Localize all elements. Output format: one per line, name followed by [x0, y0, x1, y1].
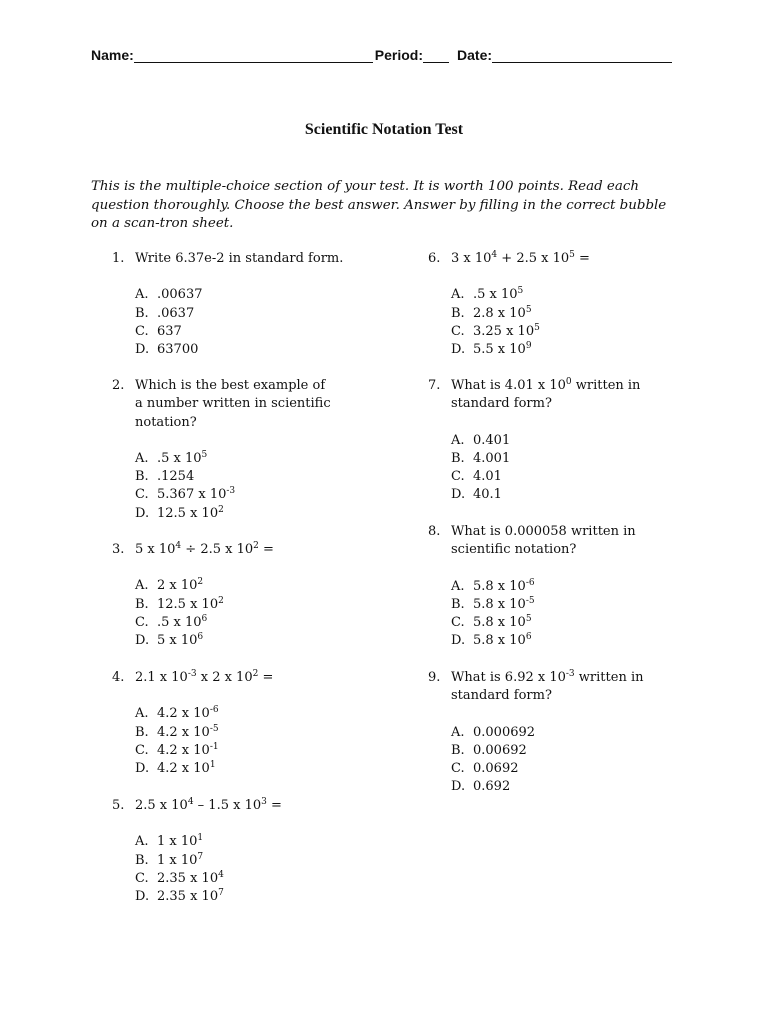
question-stem: What is 0.000058 written in scientific notation?: [451, 524, 636, 558]
question-3: [112, 541, 372, 669]
question-stem: 2.1 x $10^{-3}$ x 2 x $10^2$ =: [135, 669, 274, 685]
question-number: 3.: [112, 542, 125, 557]
answer-option[interactable]: D. 5 x $10^6$: [135, 632, 204, 649]
question-number: 6.: [428, 251, 441, 266]
student-info-header: [91, 47, 691, 63]
question-7: [428, 377, 688, 523]
answer-option[interactable]: D. 4.2 x $10^1$: [135, 760, 216, 777]
answer-options: [135, 450, 372, 523]
answer-option[interactable]: A. .5 x $10^5$: [135, 449, 208, 466]
answer-options: [451, 286, 688, 359]
question-stem: What is 4.01 x $10^0$ written in standard form?: [451, 377, 641, 412]
answer-option[interactable]: D. 40.1: [451, 487, 502, 503]
question-stem: What is 6.92 x $10^{-3}$ written in standard form?: [451, 669, 644, 704]
answer-options: [135, 833, 372, 906]
answer-option[interactable]: B. 1 x $10^7$: [135, 851, 204, 868]
answer-option[interactable]: D. 5.5 x $10^9$: [451, 341, 532, 358]
question-number: 7.: [428, 378, 441, 393]
answer-option[interactable]: D. 2.35 x $10^7$: [135, 888, 224, 905]
answer-option[interactable]: A. 2 x $10^2$: [135, 577, 204, 594]
answer-option[interactable]: B. 0.00692: [451, 742, 527, 758]
question-number: 2.: [112, 378, 125, 393]
question-4: [112, 669, 372, 797]
date-blank[interactable]: [492, 48, 672, 63]
answer-options: [451, 578, 688, 651]
answer-option[interactable]: A. 0.000692: [451, 724, 536, 740]
question-2: [112, 377, 372, 541]
question-1: [112, 250, 372, 377]
answer-option[interactable]: C. 2.35 x $10^4$: [135, 869, 224, 886]
question-stem: Write 6.37e-2 in standard form.: [135, 251, 344, 266]
answer-option[interactable]: C. 5.367 x $10^{-3}$: [135, 486, 236, 503]
question-6: [428, 250, 688, 377]
name-blank[interactable]: [134, 48, 373, 63]
question-number: 5.: [112, 798, 125, 813]
question-stem: 3 x $10^4 + 2.5$ x $10^5$ =: [451, 250, 590, 266]
answer-option[interactable]: A. .00637: [135, 287, 203, 303]
answer-option[interactable]: A. .5 x $10^5$: [451, 286, 524, 303]
period-label: Period:: [374, 47, 424, 63]
answer-option[interactable]: C. 4.01: [451, 469, 502, 485]
answer-option[interactable]: D. 63700: [135, 342, 199, 358]
answer-option[interactable]: C. 4.2 x $10^{-1}$: [135, 741, 219, 758]
question-5: [112, 797, 372, 906]
answer-option[interactable]: D. 12.5 x $10^2$: [135, 504, 224, 521]
questions-right-column: [428, 250, 688, 797]
question-stem: Which is the best example of a number written in scientific notation?: [135, 378, 331, 430]
answer-option[interactable]: B. 4.001: [451, 450, 511, 466]
answer-options: [135, 705, 372, 778]
question-number: 4.: [112, 670, 125, 685]
answer-option[interactable]: B. 12.5 x $10^2$: [135, 595, 224, 612]
answer-options: [451, 724, 688, 797]
date-label: Date:: [457, 47, 493, 63]
answer-option[interactable]: B. .0637: [135, 305, 195, 321]
answer-option[interactable]: A. 0.401: [451, 432, 511, 448]
answer-option[interactable]: D. 5.8 x $10^6$: [451, 632, 532, 649]
questions-left-column: [112, 250, 372, 906]
answer-option[interactable]: B. 2.8 x $10^5$: [451, 304, 532, 321]
answer-option[interactable]: B. 5.8 x $10^{-5}$: [451, 595, 535, 612]
question-number: 1.: [112, 251, 125, 266]
answer-options: [451, 432, 688, 505]
answer-option[interactable]: C. 5.8 x $10^5$: [451, 614, 532, 631]
answer-option[interactable]: C. .5 x $10^6$: [135, 613, 208, 630]
name-label: Name:: [91, 47, 134, 63]
question-number: 9.: [428, 670, 441, 685]
question-9: [428, 669, 688, 797]
answer-options: [135, 286, 372, 359]
answer-option[interactable]: B. 4.2 x $10^{-5}$: [135, 723, 219, 740]
answer-option[interactable]: C. 0.0692: [451, 761, 519, 777]
question-8: [428, 523, 688, 669]
answer-option[interactable]: C. 3.25 x $10^5$: [451, 322, 540, 339]
answer-option[interactable]: B. .1254: [135, 469, 195, 485]
question-stem: 2.5 x $10^4 - 1.5$ x $10^3$ =: [135, 797, 282, 813]
period-blank[interactable]: [423, 48, 449, 63]
answer-options: [135, 577, 372, 650]
question-stem: 5 x $10^4 \div 2.5$ x $10^2$ =: [135, 541, 274, 557]
answer-option[interactable]: A. 4.2 x $10^{-6}$: [135, 705, 219, 722]
test-title: Scientific Notation Test: [304, 121, 464, 138]
answer-option[interactable]: C. 637: [135, 323, 182, 339]
question-number: 8.: [428, 524, 441, 539]
answer-option[interactable]: D. 0.692: [451, 779, 511, 795]
answer-option[interactable]: A. 5.8 x $10^{-6}$: [451, 577, 535, 594]
test-instructions: This is the multiple-choice section of your test. It is worth 100 points. Read each question thoroughly. Choose the best answer. Answer by filling in the correct bubble on a scan-tron sheet.: [91, 179, 667, 231]
answer-option[interactable]: A. 1 x $10^1$: [135, 833, 204, 850]
